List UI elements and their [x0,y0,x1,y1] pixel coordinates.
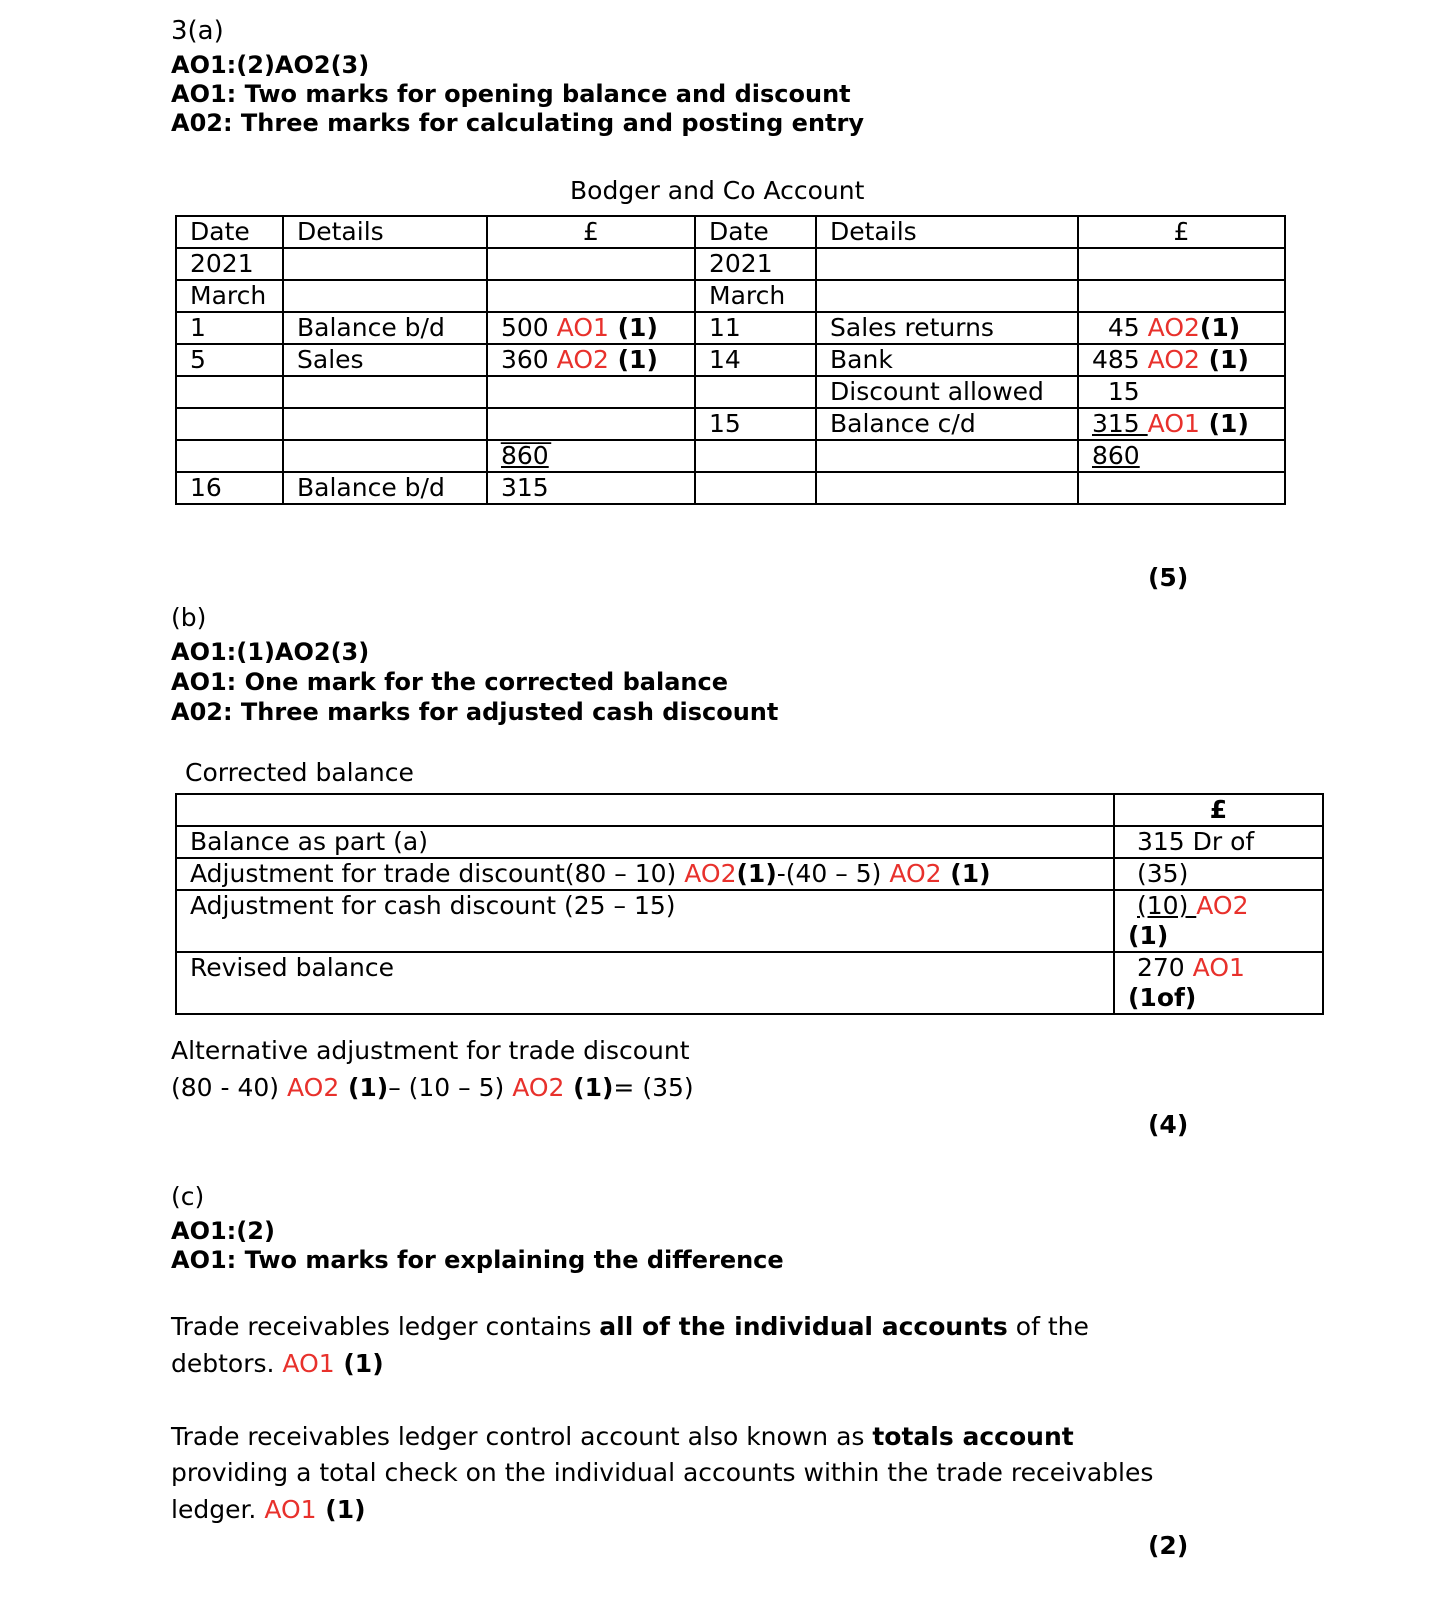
left-details: Sales [283,344,487,376]
left-amount [487,280,695,312]
part-c-total-marks: (2) [1148,1531,1189,1560]
assessment-objective: AO1 [1192,953,1245,982]
amount-value: 315 [1092,409,1148,438]
corr-header-row [176,794,1323,826]
left-amount [487,376,695,408]
part-c-ao-summary: AO1:(2) [171,1217,275,1245]
balance-value: 315 Dr of [1114,826,1323,858]
assessment-objective: AO1 [556,313,609,342]
header-right-amount: £ [1078,216,1285,248]
amount-value: 45 [1092,313,1148,342]
right-date [695,472,816,504]
right-date [695,376,816,408]
amount-value: 500 [501,313,557,342]
header-right-details: Details [816,216,1078,248]
account-title: Bodger and Co Account [570,176,865,205]
para-text: Trade receivables ledger contains [171,1312,600,1341]
right-amount [1078,344,1285,376]
mark: (1) [1199,313,1241,342]
alternative-calculation [171,1073,694,1103]
header-left-details: Details [283,216,487,248]
cash-discount-value [1114,890,1323,952]
left-details: Balance b/d [283,472,487,504]
corr-row-cash [176,890,1323,952]
corr-row-balance [176,826,1323,858]
right-date: 15 [695,408,816,440]
left-details: Balance b/d [283,312,487,344]
left-date [176,440,283,472]
left-date: 16 [176,472,283,504]
amount-value: 485 [1092,345,1148,374]
trade-text-2: -(40 – 5) [776,859,890,888]
right-details [816,440,1078,472]
left-amount [487,344,695,376]
header-left-amount: £ [487,216,695,248]
mark: (1) [608,345,658,374]
ledger-header-row [176,216,1285,248]
part-b-total-marks: (4) [1148,1110,1189,1139]
right-amount [1078,312,1285,344]
right-details [816,248,1078,280]
mark: (1) [1199,409,1249,438]
assessment-objective: AO2 [1147,313,1200,342]
trade-discount-label [176,858,1114,890]
para-bold: all of the individual accounts [599,1312,1008,1341]
paragraph-2-line-3 [171,1495,366,1525]
left-details [283,440,487,472]
left-date: 2021 [176,248,283,280]
corr-header-blank [176,794,1114,826]
assessment-objective: AO2 [556,345,609,374]
cash-discount-label: Adjustment for cash discount (25 – 15) [176,890,1114,952]
assessment-objective: AO2 [287,1073,340,1102]
alt-part-2: – (10 – 5) [388,1073,513,1102]
part-c-label: (c) [171,1182,205,1211]
ledger-row [176,440,1285,472]
part-b-label: (b) [171,603,207,632]
right-date: March [695,280,816,312]
right-total: 860 [1078,440,1285,472]
ledger-row [176,376,1285,408]
corrected-balance-table [175,793,1324,1015]
right-details: Discount allowed [816,376,1078,408]
right-details: Sales returns [816,312,1078,344]
mark: (1) [1128,921,1169,950]
part-a-ao2-note: A02: Three marks for calculating and posting entry [171,109,864,137]
left-date: March [176,280,283,312]
part-b-ao2-note: A02: Three marks for adjusted cash discount [171,698,779,726]
header-left-date: Date [176,216,283,248]
assessment-objective: AO2 [1196,891,1249,920]
right-details [816,280,1078,312]
ledger-row [176,280,1285,312]
ledger-row [176,408,1285,440]
right-amount [1078,472,1285,504]
right-date: 2021 [695,248,816,280]
part-b-ao1-note: AO1: One mark for the corrected balance [171,668,728,696]
para-text: ledger. [171,1495,265,1524]
para-text: debtors. [171,1349,283,1378]
mark: (1) [564,1073,614,1102]
left-amount: 315 [487,472,695,504]
left-date [176,376,283,408]
left-details [283,408,487,440]
mark: (1) [339,1073,389,1102]
assessment-objective: AO2 [512,1073,565,1102]
mark: (1) [316,1495,366,1524]
ledger-row [176,248,1285,280]
right-amount [1078,408,1285,440]
alt-part-3: = (35) [613,1073,694,1102]
assessment-objective: AO2 [1147,345,1200,374]
right-details [816,472,1078,504]
mark: (1) [334,1349,384,1378]
para-text: of the [1007,1312,1089,1341]
assessment-objective: AO1 [1147,409,1200,438]
trade-text-1: Adjustment for trade discount(80 – 10) [190,859,685,888]
left-details [283,248,487,280]
left-date: 1 [176,312,283,344]
left-details [283,280,487,312]
para-bold: totals account [872,1422,1074,1451]
amount-value: (10) [1137,891,1197,920]
right-amount [1078,248,1285,280]
paragraph-2-line-1 [171,1422,1074,1452]
amount-value: 15 [1092,377,1140,406]
para-text: Trade receivables ledger control account also known as [171,1422,873,1451]
right-date: 14 [695,344,816,376]
amount-value: 270 [1137,953,1193,982]
part-a-ao1-note: AO1: Two marks for opening balance and discount [171,80,851,108]
header-right-date: Date [695,216,816,248]
right-amount [1078,376,1285,408]
trade-discount-value: (35) [1114,858,1323,890]
corr-row-revised [176,952,1323,1014]
mark: (1) [736,859,777,888]
mark: (1) [941,859,991,888]
mark: (1) [1199,345,1249,374]
ledger-row [176,344,1285,376]
ledger-table [175,215,1286,505]
corr-row-trade [176,858,1323,890]
revised-balance-value [1114,952,1323,1014]
part-a-ao-summary: AO1:(2)AO2(3) [171,51,370,79]
ledger-row [176,472,1285,504]
left-amount [487,248,695,280]
mark: (1) [608,313,658,342]
amount-value: 360 [501,345,557,374]
mark: (1of) [1128,983,1197,1012]
assessment-objective: AO2 [889,859,942,888]
alt-part-1: (80 - 40) [171,1073,287,1102]
paragraph-1-line-1 [171,1312,1089,1342]
left-amount [487,312,695,344]
part-b-ao-summary: AO1:(1)AO2(3) [171,638,370,666]
alternative-title: Alternative adjustment for trade discount [171,1036,690,1065]
right-details: Bank [816,344,1078,376]
right-details: Balance c/d [816,408,1078,440]
paragraph-2-line-2: providing a total check on the individual accounts within the trade receivables [171,1458,1154,1487]
corr-amount-header: £ [1114,794,1323,826]
right-amount [1078,280,1285,312]
balance-label: Balance as part (a) [176,826,1114,858]
ledger-row [176,312,1285,344]
left-total: 860 [487,440,695,472]
part-c-ao1-note: AO1: Two marks for explaining the difference [171,1246,784,1274]
assessment-objective: AO1 [264,1495,317,1524]
left-date [176,408,283,440]
left-amount [487,408,695,444]
assessment-objective: AO2 [684,859,737,888]
left-details [283,376,487,408]
right-date [695,440,816,472]
assessment-objective: AO1 [282,1349,335,1378]
paragraph-1-line-2 [171,1349,384,1379]
total-rule: ____ [501,415,551,444]
part-a-label: 3(a) [171,16,224,46]
corrected-balance-title: Corrected balance [185,758,414,787]
left-date: 5 [176,344,283,376]
part-a-total-marks: (5) [1148,563,1189,592]
revised-balance-label: Revised balance [176,952,1114,1014]
right-date: 11 [695,312,816,344]
